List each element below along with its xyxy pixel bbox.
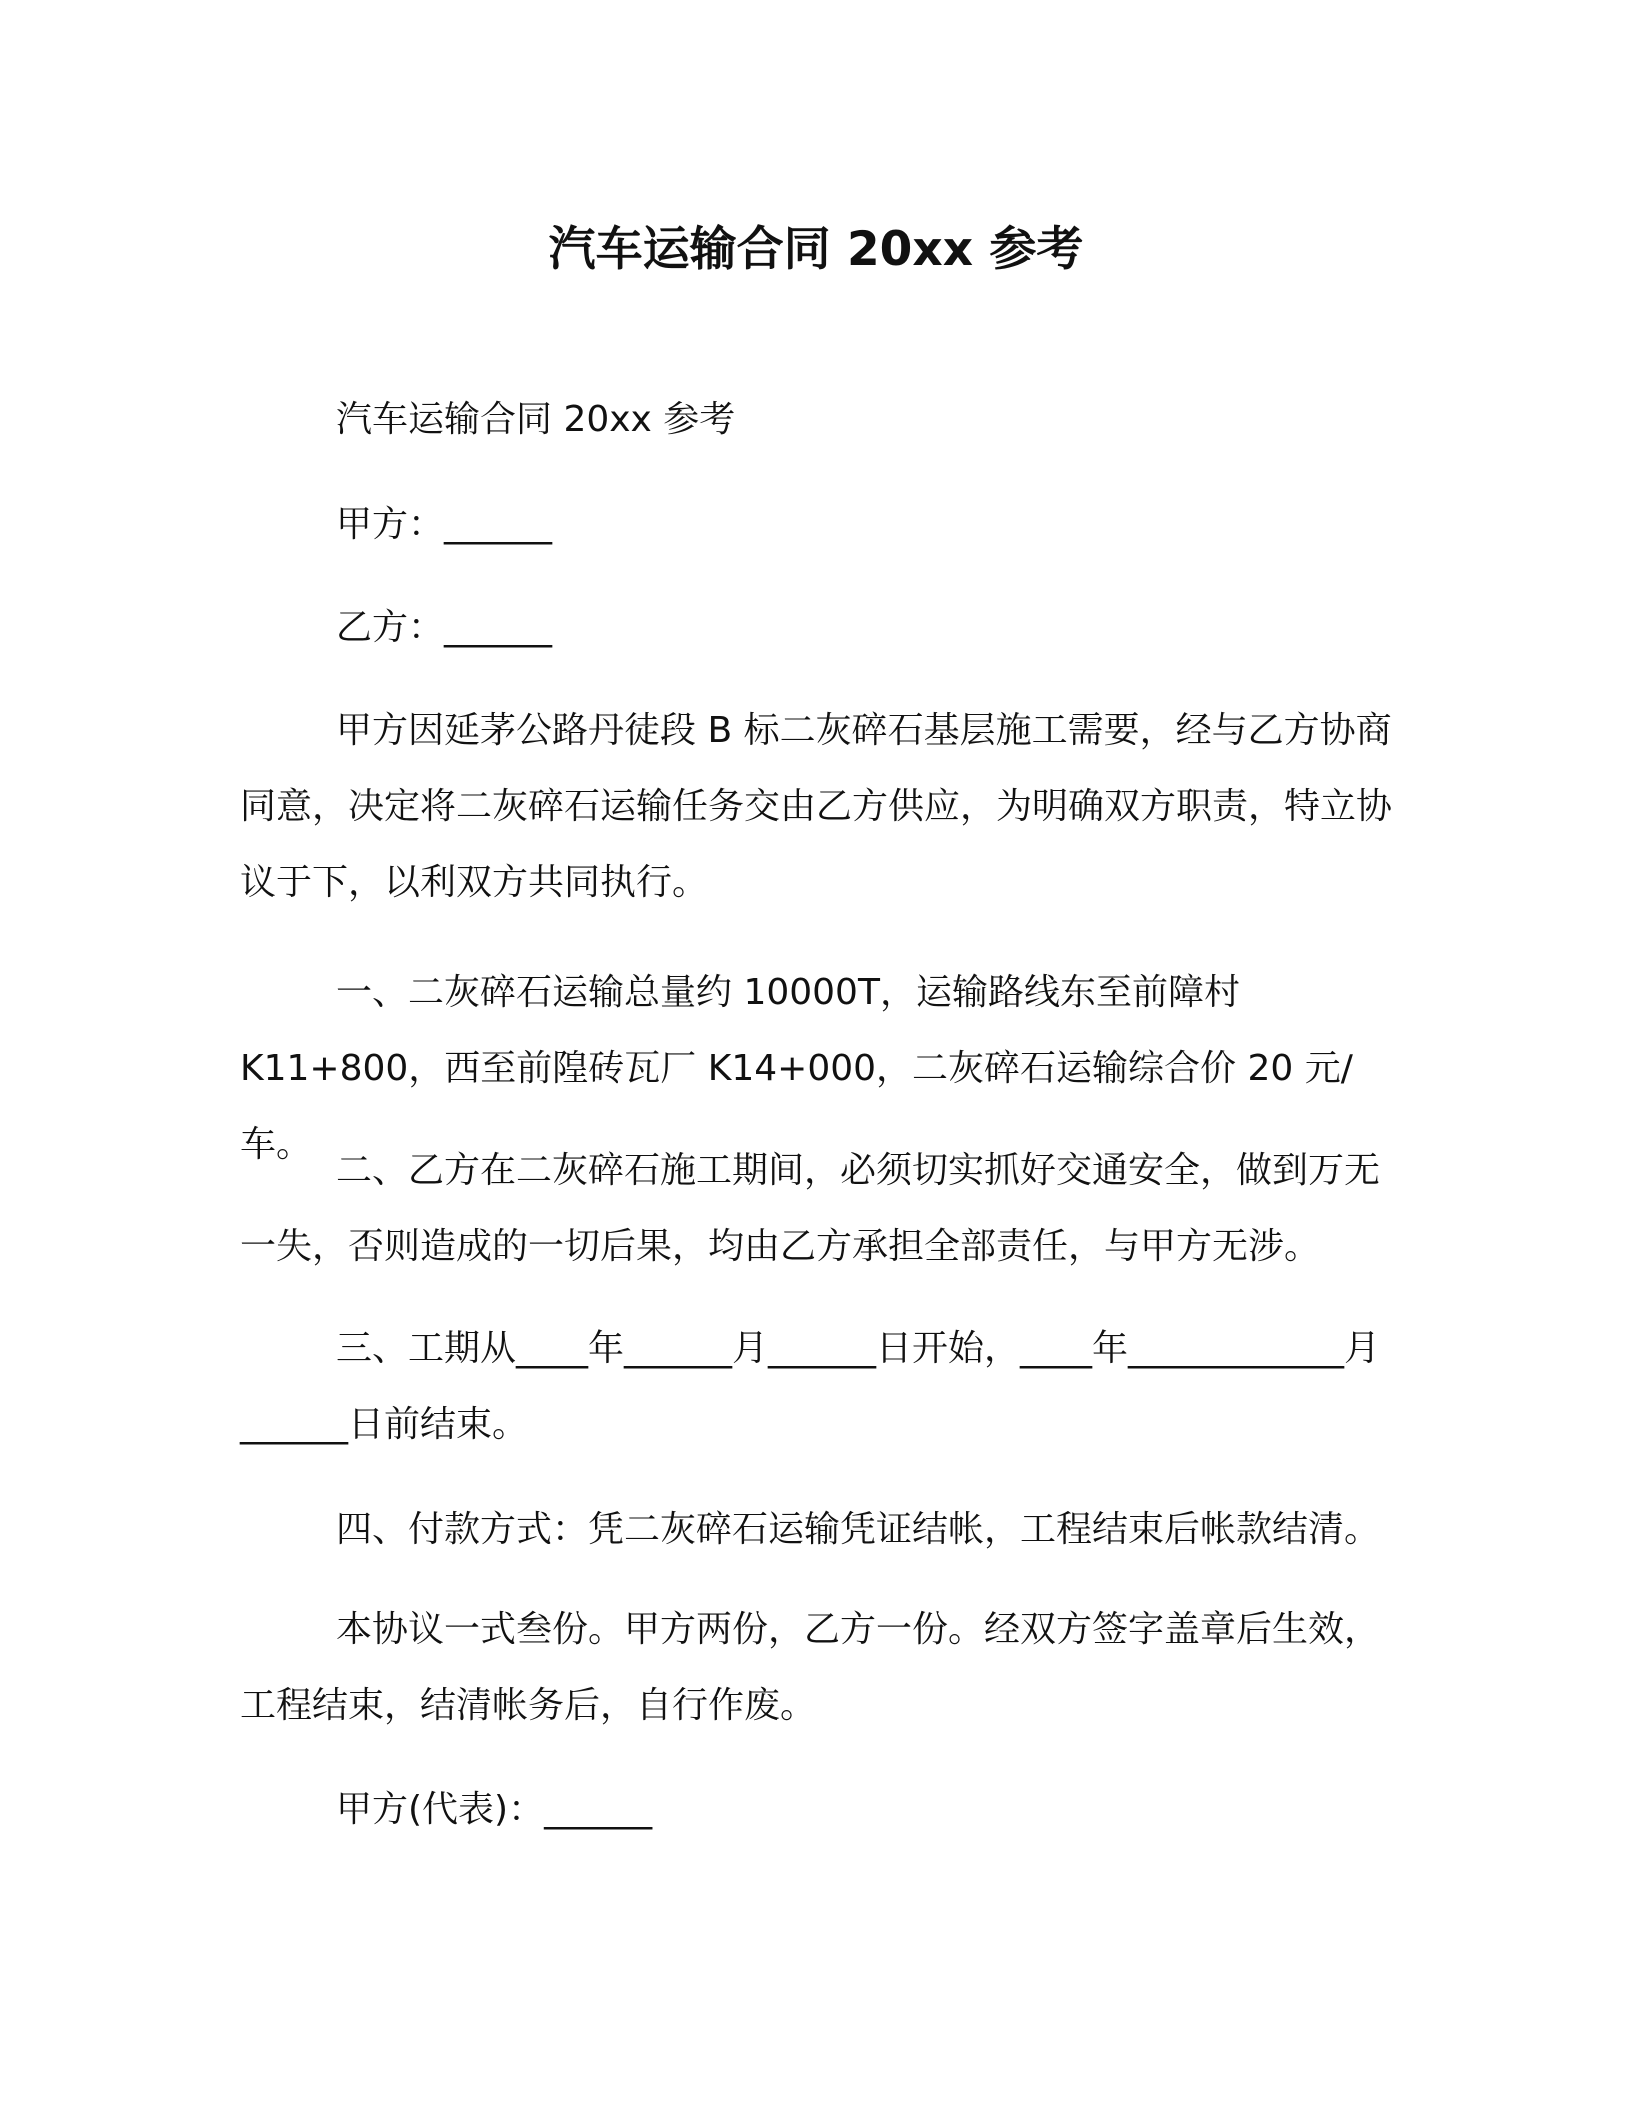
body-heading: 汽车运输合同 20xx 参考 xyxy=(336,399,736,440)
clause-3: 三、工期从____年______月______日开始，____年____________月______日前结束。 xyxy=(240,1328,1381,1445)
document-title: 汽车运输合同 20xx 参考 xyxy=(548,222,1084,277)
clause-4: 四、付款方式：凭二灰碎石运输凭证结帐，工程结束后帐款结清。 xyxy=(336,1509,1381,1550)
party-a-line: 甲方：______ xyxy=(336,504,553,545)
party-a-representative: 甲方(代表)：______ xyxy=(336,1789,653,1830)
clause-1: 一、二灰碎石运输总量约 10000T，运输路线东至前障村 K11+800，西至前隍砖瓦厂 K14+000，二灰碎石运输综合价 20 元/车。 xyxy=(240,972,1353,1165)
agreement-copies: 本协议一式叁份。甲方两份，乙方一份。经双方签字盖章后生效，工程结束，结清帐务后，自行作废。 xyxy=(240,1609,1381,1726)
intro-paragraph: 甲方因延茅公路丹徒段 B 标二灰碎石基层施工需要，经与乙方协商同意，决定将二灰碎石运输任务交由乙方供应，为明确双方职责，特立协议于下，以利双方共同执行。 xyxy=(240,710,1393,903)
clause-2: 二、乙方在二灰碎石施工期间，必须切实抓好交通安全，做到万无一失，否则造成的一切后果，均由乙方承担全部责任，与甲方无涉。 xyxy=(240,1150,1381,1267)
party-b-line: 乙方：______ xyxy=(336,607,553,648)
